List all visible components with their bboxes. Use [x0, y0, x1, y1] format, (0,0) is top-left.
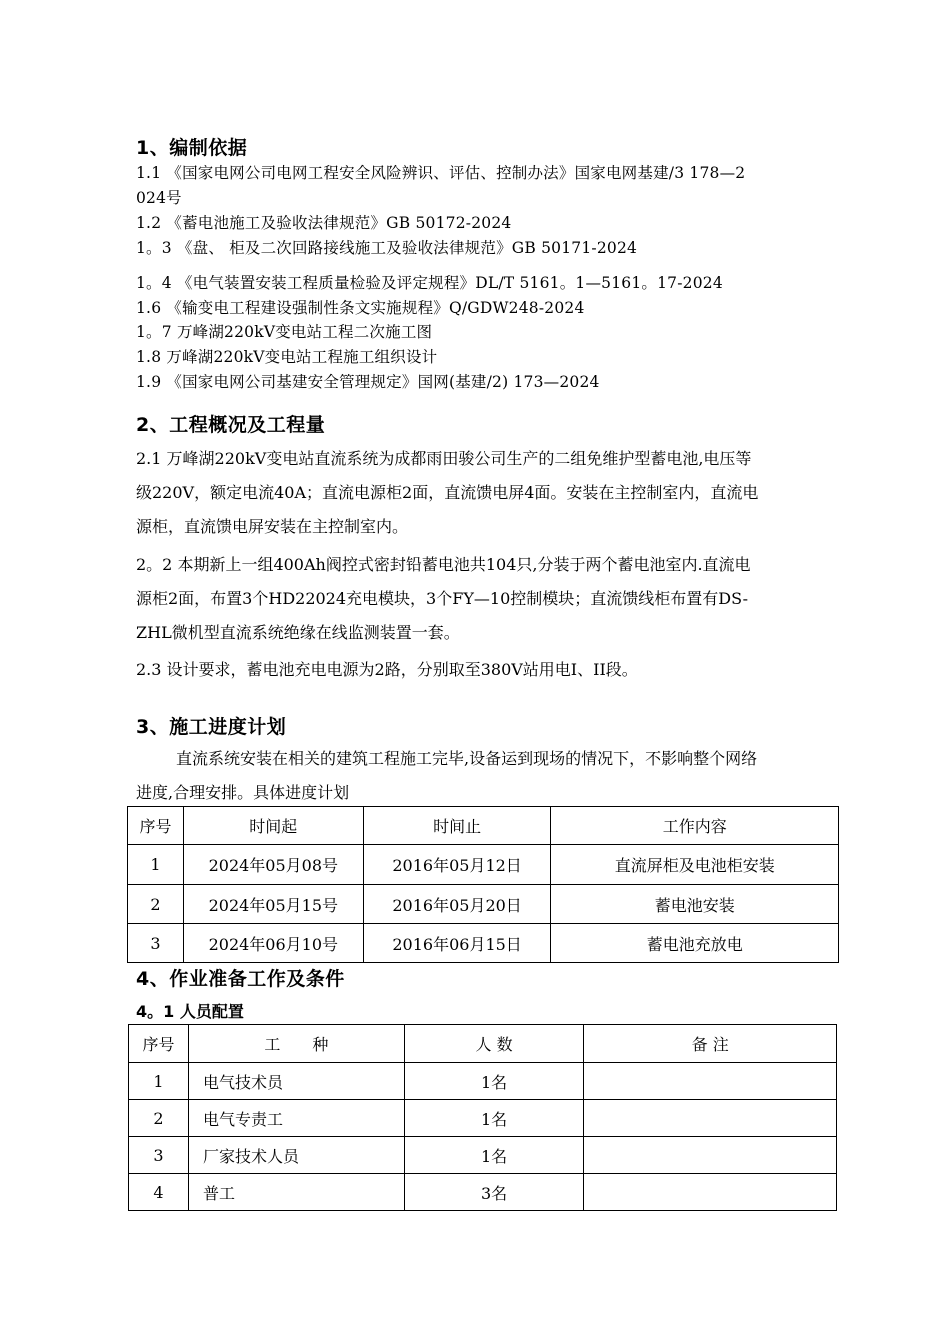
table-cell: 1 [128, 845, 184, 885]
table-cell: 2016年05月12日 [363, 845, 551, 885]
table-row [128, 885, 839, 924]
table-cell: 1 [129, 1063, 189, 1100]
table-cell: 直流屏柜及电池柜安装 [551, 845, 839, 885]
header-cell: 时间起 [183, 807, 363, 845]
table-cell: 1名 [404, 1063, 584, 1100]
table-cell: 2 [128, 885, 184, 924]
paragraph-line: 源柜2面，布置3个HD22024充电模块，3个FY—10控制模块；直流馈线柜布置有DS- [136, 589, 749, 608]
header-cell: 工作内容 [551, 807, 839, 845]
paragraph-line: 进度,合理安排。具体进度计划 [136, 783, 350, 802]
header-cell: 人 数 [404, 1025, 584, 1063]
paragraph-line: ZHL微机型直流系统绝缘在线监测装置一套。 [136, 623, 460, 642]
table-cell [584, 1174, 837, 1211]
header-cell: 备 注 [584, 1025, 837, 1063]
section-4-1-subheading: 4。1 人员配置 [136, 1002, 244, 1021]
table-cell: 3 [129, 1137, 189, 1174]
table-row [129, 1137, 837, 1174]
table-cell: 2024年06月10号 [183, 924, 363, 963]
reference-item: 1.1 《国家电网公司电网工程安全风险辨识、评估、控制办法》国家电网基建/3 178—2 [136, 164, 746, 182]
table-cell: 电气专责工 [188, 1100, 404, 1137]
reference-item: 1。3 《盘、 柜及二次回路接线施工及验收法律规范》GB 50171-2024 [136, 239, 638, 257]
schedule-table [127, 806, 839, 963]
table-cell: 2024年05月08号 [183, 845, 363, 885]
reference-item: 1.6 《输变电工程建设强制性条文实施规程》Q/GDW248-2024 [136, 299, 585, 317]
header-cell: 工 种 [188, 1025, 404, 1063]
table-header-row [129, 1025, 837, 1063]
table-cell: 1名 [404, 1137, 584, 1174]
table-cell: 2016年05月20日 [363, 885, 551, 924]
reference-item: 1。4 《电气装置安装工程质量检验及评定规程》DL/T 5161。1—5161。17-2024 [136, 274, 723, 292]
paragraph-line: 直流系统安装在相关的建筑工程施工完毕,设备运到现场的情况下，不影响整个网络 [176, 749, 758, 768]
paragraph-line: 源柜，直流馈电屏安装在主控制室内。 [136, 517, 409, 536]
paragraph-2-1 [136, 442, 886, 544]
header-cell: 序号 [129, 1025, 189, 1063]
table-row [129, 1100, 837, 1137]
paragraph-line: 2.1 万峰湖220kV变电站直流系统为成都雨田骏公司生产的二组免维护型蓄电池,电压等 [136, 449, 752, 468]
paragraph-line: 级220V，额定电流40A；直流电源柜2面，直流馈电屏4面。安装在主控制室内，直流电 [136, 483, 759, 502]
header-cell: 时间止 [363, 807, 551, 845]
section-1-heading: 1、编制依据 [136, 137, 248, 159]
staffing-table [128, 1024, 837, 1211]
paragraph-2-2 [136, 548, 886, 650]
table-cell: 2 [129, 1100, 189, 1137]
table-cell: 厂家技术人员 [188, 1137, 404, 1174]
table-cell: 4 [129, 1174, 189, 1211]
section-3-heading: 3、施工进度计划 [136, 716, 287, 738]
table-cell [584, 1137, 837, 1174]
reference-item: 1.8 万峰湖220kV变电站工程施工组织设计 [136, 348, 438, 366]
table-cell: 电气技术员 [188, 1063, 404, 1100]
table-row [129, 1063, 837, 1100]
table-cell: 2024年05月15号 [183, 885, 363, 924]
table-cell: 1名 [404, 1100, 584, 1137]
table-header-row [128, 807, 839, 845]
table-cell: 3 [128, 924, 184, 963]
section-4-heading: 4、作业准备工作及条件 [136, 968, 345, 990]
header-cell: 序号 [128, 807, 184, 845]
reference-item: 1.9 《国家电网公司基建安全管理规定》国网(基建/2) 173—2024 [136, 373, 600, 391]
table-cell: 蓄电池充放电 [551, 924, 839, 963]
reference-item: 024号 [136, 189, 182, 207]
table-cell: 2016年06月15日 [363, 924, 551, 963]
paragraph-line: 2.3 设计要求，蓄电池充电电源为2路，分别取至380V站用电I、II段。 [136, 660, 638, 679]
table-row [128, 924, 839, 963]
schedule-intro [136, 742, 886, 776]
reference-item: 1。7 万峰湖220kV变电站工程二次施工图 [136, 323, 433, 341]
table-cell [584, 1100, 837, 1137]
reference-item: 1.2 《蓄电池施工及验收法律规范》GB 50172-2024 [136, 214, 512, 232]
schedule-intro-continued [136, 776, 886, 810]
section-2-heading: 2、工程概况及工程量 [136, 414, 326, 436]
table-cell: 3名 [404, 1174, 584, 1211]
table-cell: 蓄电池安装 [551, 885, 839, 924]
table-cell [584, 1063, 837, 1100]
paragraph-2-3 [136, 653, 886, 687]
table-row [129, 1174, 837, 1211]
table-row [128, 845, 839, 885]
table-cell: 普工 [188, 1174, 404, 1211]
paragraph-line: 2。2 本期新上一组400Ah阀控式密封铅蓄电池共104只,分装于两个蓄电池室内.直流电 [136, 555, 751, 574]
